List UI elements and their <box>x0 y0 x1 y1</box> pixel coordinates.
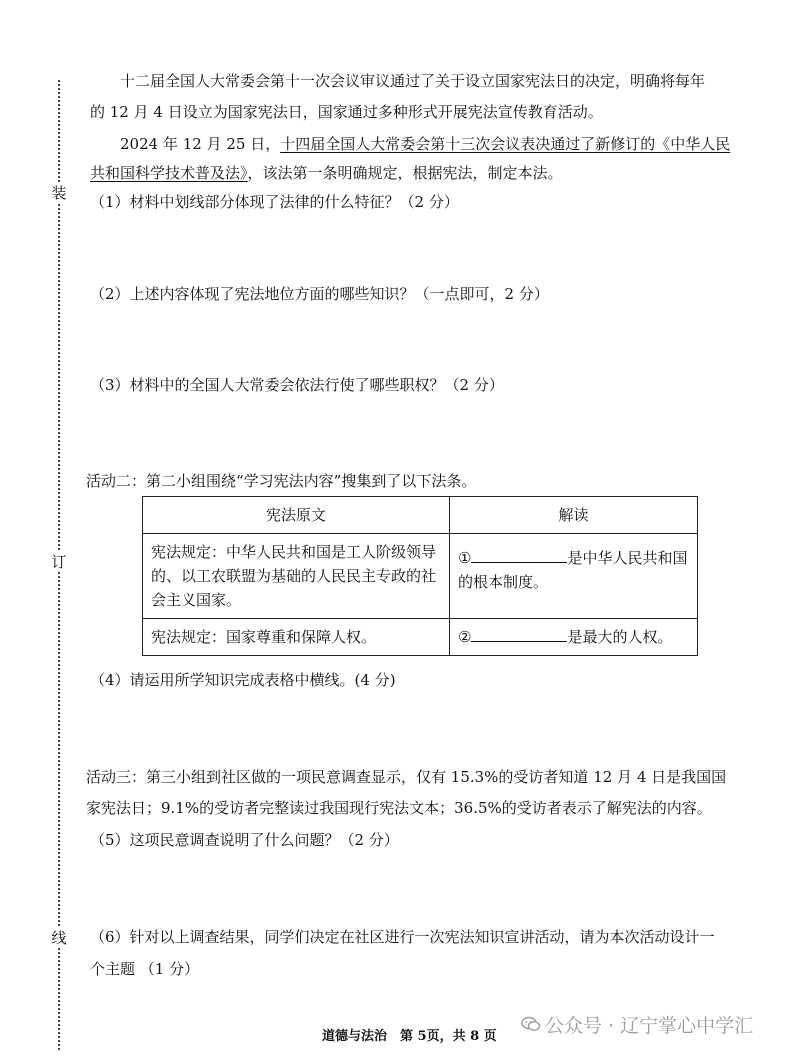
answer-text-1: 是中华人民共和国的根本制度。 <box>458 549 688 591</box>
table-cell-original-1: 宪法规定：中华人民共和国是工人阶级领导的、以工农联盟为基础的人民民主专政的社会主义国家。 <box>143 534 450 619</box>
question-1: （1）材料中划线部分体现了法律的什么特征？（2 分） <box>90 193 459 211</box>
material-underlined-text-1: 十四届全国人大常委会第十三次会议表决通过了新修订的《中华人民 <box>280 135 731 153</box>
answer-text-2: 是最大的人权。 <box>567 628 673 646</box>
material-underlined-text-2: 共和国科学技术普及法》 <box>90 164 248 182</box>
table-cell-interpretation-2 <box>450 619 698 656</box>
question-3: （3）材料中的全国人大常委会依法行使了哪些职权？（2 分） <box>90 376 504 394</box>
material-rest: ，该法第一条明确规定，根据宪法，制定本法。 <box>247 164 563 182</box>
question-6-line-1: （6）针对以上调查结果，同学们决定在社区进行一次宪法知识宣讲活动，请为本次活动设计一 <box>90 928 715 946</box>
binding-mark-ding: 订 <box>48 552 70 572</box>
answer-blank-2[interactable] <box>471 625 567 642</box>
table-header-row <box>143 497 698 534</box>
table-header-interpretation: 解读 <box>450 497 698 534</box>
answer-blank-1[interactable] <box>471 546 567 563</box>
wechat-icon <box>521 1016 541 1032</box>
activity-2-intro: 活动二：第二小组围绕“学习宪法内容”搜集到了以下法条。 <box>86 472 477 490</box>
watermark-text: 公众号 · 辽宁掌心中学汇 <box>545 1015 754 1037</box>
question-2: （2）上述内容体现了宪法地位方面的哪些知识？（一点即可，2 分） <box>90 285 549 303</box>
answer-number-2: ② <box>458 628 472 646</box>
question-5: （5）这项民意调查说明了什么问题？（2 分） <box>90 831 399 849</box>
binding-mark-zhuang: 装 <box>48 183 70 203</box>
binding-mark-xian: 线 <box>48 928 70 948</box>
table-cell-original-2: 宪法规定：国家尊重和保障人权。 <box>143 619 450 656</box>
constitution-table <box>142 496 698 656</box>
activity-3-line-2: 家宪法日；9.1%的受访者完整读过我国现行宪法文本；36.5%的受访者表示了解宪法的内容。 <box>86 799 712 817</box>
table-header-original: 宪法原文 <box>143 497 450 534</box>
material-paragraph-1-line-2: 的 12 月 4 日设立为国家宪法日，国家通过多种形式开展宪法宣传教育活动。 <box>90 103 603 121</box>
question-4: （4）请运用所学知识完成表格中横线。(4 分) <box>90 671 396 689</box>
page-footer: 道德与法治 第 5页，共 8 页 <box>322 1029 497 1044</box>
table-row <box>143 534 698 619</box>
answer-number-1: ① <box>458 549 472 567</box>
question-6-line-2: 个主题 （1 分） <box>90 960 200 978</box>
material-date: 2024 年 12 月 25 日， <box>120 135 281 153</box>
activity-3-line-1: 活动三：第三小组到社区做的一项民意调查显示，仅有 15.3%的受访者知道 12 月 4 日是我国国 <box>86 768 727 786</box>
material-paragraph-1-line-1: 十二届全国人大常委会第十一次会议审议通过了关于设立国家宪法日的决定，明确将每年 <box>120 72 706 90</box>
material-paragraph-2-line-2 <box>90 162 563 183</box>
table-row <box>143 619 698 656</box>
material-paragraph-2-line-1 <box>120 133 730 154</box>
table-cell-interpretation-1 <box>450 534 698 619</box>
